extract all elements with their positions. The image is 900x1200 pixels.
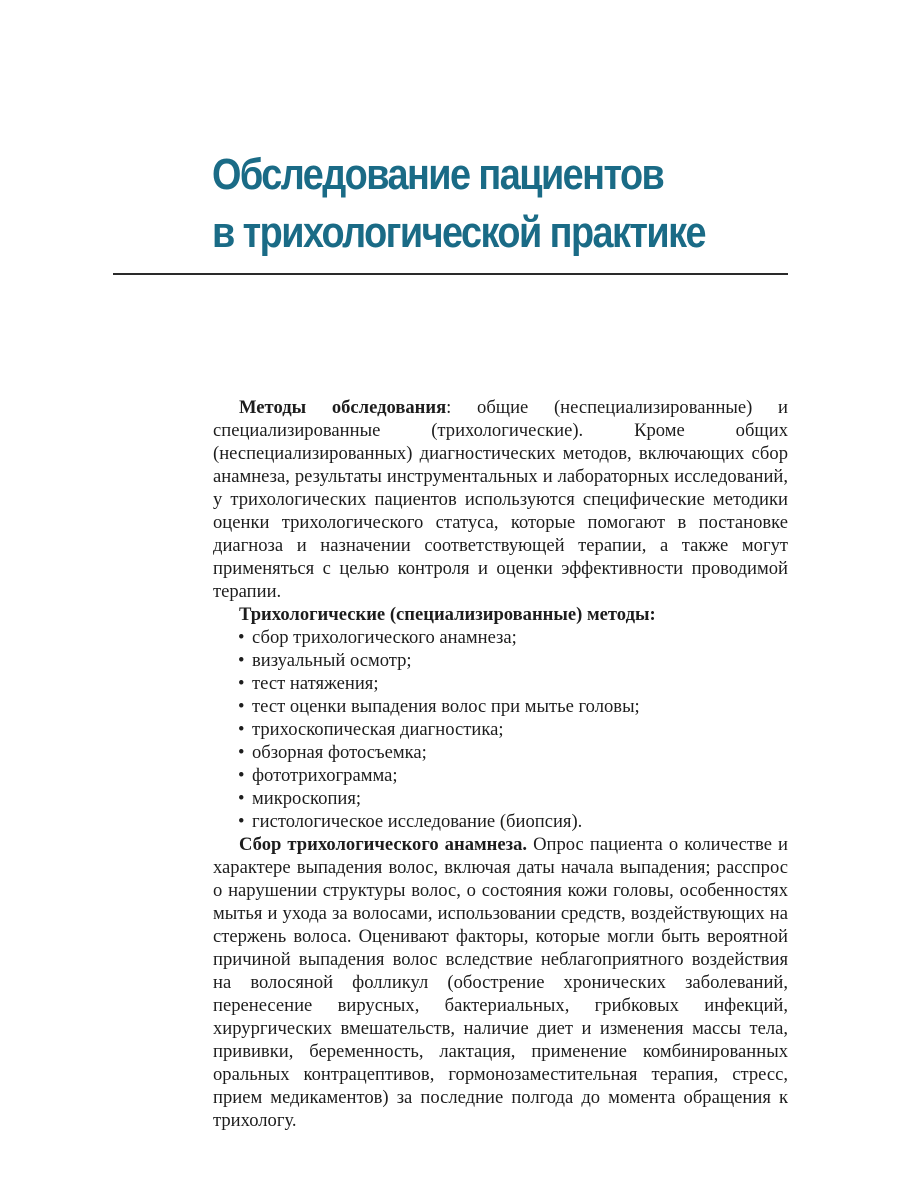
- title-divider: [113, 273, 788, 275]
- chapter-title-line-2: в трихологической практике: [212, 208, 706, 257]
- bullet-icon: •: [238, 650, 245, 671]
- chapter-title: [212, 146, 728, 262]
- list-item: [213, 649, 788, 672]
- list-item-text: обзорная фотосъемка;: [252, 742, 427, 763]
- bullet-icon: •: [238, 696, 245, 717]
- list-item: [213, 787, 788, 810]
- methods-list-heading: Трихологические (специализированные) методы:: [239, 604, 656, 625]
- list-item-text: визуальный осмотр;: [252, 650, 412, 671]
- bullet-icon: •: [238, 765, 245, 786]
- anamnesis-term: Сбор трихологического анамнеза.: [239, 834, 528, 855]
- list-item: [213, 695, 788, 718]
- list-item-text: микроскопия;: [252, 788, 362, 809]
- body-text: [213, 396, 788, 1132]
- methods-intro-paragraph: [213, 396, 788, 603]
- bullet-icon: •: [238, 719, 245, 740]
- list-item-text: тест оценки выпадения волос при мытье головы;: [252, 696, 640, 717]
- list-item: [213, 810, 788, 833]
- list-item: [213, 741, 788, 764]
- list-item: [213, 672, 788, 695]
- list-item-text: гистологическое исследование (биопсия).: [252, 811, 583, 832]
- list-item-text: трихоскопическая диагностика;: [252, 719, 504, 740]
- bullet-icon: •: [238, 811, 245, 832]
- list-item-text: фототрихограмма;: [252, 765, 398, 786]
- bullet-icon: •: [238, 627, 245, 648]
- list-item-text: тест натяжения;: [252, 673, 379, 694]
- list-item-text: сбор трихологического анамнеза;: [252, 627, 517, 648]
- bullet-icon: •: [238, 788, 245, 809]
- methods-list: [213, 626, 788, 833]
- list-item: [213, 626, 788, 649]
- methods-intro-text: : общие (неспециализированные) и специализированные (трихологические). Кроме общих (неспециализированных) диагностических методов, включающих сбор анамнеза, результаты инструментальных и лабораторных исследований, у трихологических пациентов используются специфические методики оценки трихологического статуса, которые помогают в постановке диагноза и назначении соответствующей терапии, а также могут применяться с целью контроля и оценки эффективности проводимой терапии.: [213, 397, 788, 602]
- methods-intro-term: Методы обследования: [239, 397, 447, 418]
- bullet-icon: •: [238, 742, 245, 763]
- anamnesis-paragraph: [213, 833, 788, 1132]
- anamnesis-text: Опрос пациента о количестве и характере выпадения волос, включая даты начала выпадения; расспрос о нарушении структуры волос, о состояния кожи головы, особенностях мытья и ухода за волосами, использовании средств, воздействующих на стержень волоса. Оценивают факторы, которые могли быть вероятной причиной выпадения волос вследствие неблагоприятного воздействия на волосяной фолликул (обострение хронических заболеваний, перенесение вирусных, бактериальных, грибковых инфекций, хирургических вмешательств, наличие диет и изменения массы тела, прививки, беременность, лактация, применение комбинированных оральных контрацептивов, гормонозаместительная терапия, стресс, прием медикаментов) за последние полгода до момента обращения к трихологу.: [213, 834, 788, 1131]
- chapter-title-line-1: Обследование пациентов: [212, 150, 664, 199]
- bullet-icon: •: [238, 673, 245, 694]
- list-item: [213, 718, 788, 741]
- list-item: [213, 764, 788, 787]
